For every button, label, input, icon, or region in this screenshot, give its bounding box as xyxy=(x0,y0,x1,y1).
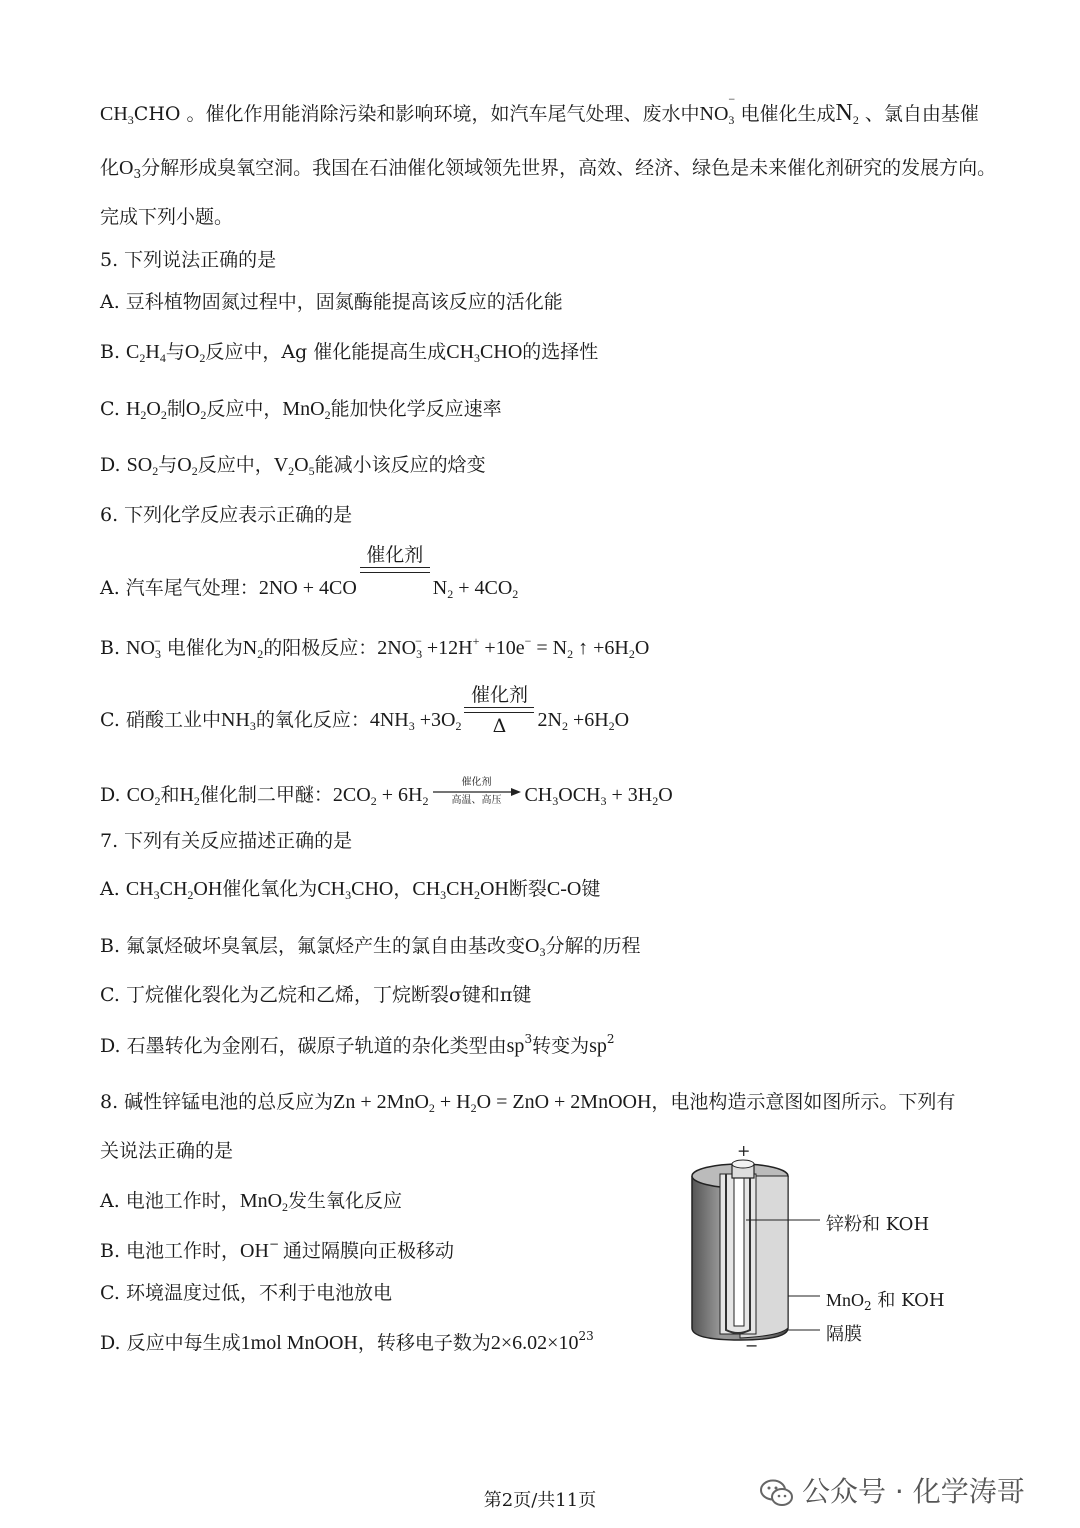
t: 能加快化学反应速率 xyxy=(330,398,502,420)
q7-option-a: A. $CH_3CH_2OH$催化氧化为$CH_3CHO$，$CH_3CH_2OH$断裂C-O键 xyxy=(100,878,601,902)
catalyst-heat-equals: 催化剂 Δ xyxy=(464,686,534,736)
t: 和 xyxy=(160,784,180,806)
t: 、氯自由基催 xyxy=(858,103,979,125)
t: 发生氧化反应 xyxy=(288,1190,403,1212)
t: 电催化为 xyxy=(160,637,243,659)
battery-label-separator: 隔膜 xyxy=(826,1324,862,1345)
t: 与 xyxy=(165,341,185,363)
t: B. xyxy=(100,341,127,363)
t: 催化制二甲醚： xyxy=(199,784,333,806)
t: MnO xyxy=(826,1290,865,1310)
t: D. 反应中每生成 xyxy=(100,1332,241,1354)
watermark-text: 公众号 · 化学涛哥 xyxy=(802,1475,1025,1508)
t: 1mol MnOOH xyxy=(240,1332,358,1354)
t: A. 汽车尾气处理： xyxy=(100,577,259,599)
t: C. 硝酸工业中 xyxy=(100,709,221,731)
t: B. 电池工作时， xyxy=(100,1240,241,1262)
t: 化 xyxy=(100,157,120,179)
q6-option-a: A. 汽车尾气处理：2NO + 4CO 催化剂 $N_2 + 4CO_2$ xyxy=(100,544,519,601)
q5-option-d: D. $SO_2$与$O_2$反应中，$V_2O_5$能减小该反应的焓变 xyxy=(100,454,486,478)
q5-option-c: C. $H_2O_2$制$O_2$反应中，MnO$_2$能加快化学反应速率 xyxy=(100,398,502,422)
t: 2×6.02×10 xyxy=(490,1332,579,1354)
battery-diagram xyxy=(680,1140,970,1360)
t: C-O xyxy=(546,878,582,900)
q6-option-d: D. $CO_2$和$H_2$催化制二甲醚：$2CO_2 + 6H_2$ 催化剂 高温、高压 $CH_3OCH_3 + 3H_2O$ xyxy=(100,777,673,808)
t: 8. 碱性锌锰电池的总反应为 xyxy=(100,1091,334,1113)
t: 催化氧化为 xyxy=(222,878,318,900)
t: 的氧化反应： xyxy=(255,709,370,731)
t: A. 电池工作时， xyxy=(100,1190,240,1212)
t: B. xyxy=(100,637,127,659)
q8-option-a: A. 电池工作时，MnO$_2$发生氧化反应 xyxy=(100,1190,403,1214)
q8-option-c: C. 环境温度过低，不利于电池放电 xyxy=(100,1282,392,1304)
battery-plus-label: + xyxy=(737,1141,751,1160)
t: 的选择性 xyxy=(522,341,599,363)
t: sp xyxy=(506,1035,525,1057)
q8-stem: 8. 碱性锌锰电池的总反应为$Zn + 2MnO_2 + H_2O$ = ZnO + 2MnOOH，电池构造示意图如图所示。下列有 xyxy=(100,1091,956,1115)
t: A. xyxy=(100,878,126,900)
t: 通过隔膜向正极移动 xyxy=(283,1240,455,1262)
q7-option-c: C. 丁烷催化裂化为乙烷和乙烯，丁烷断裂σ键和π键 xyxy=(100,984,532,1006)
t: ，电池构造示意图如图所示。下列有 xyxy=(651,1091,956,1113)
t: OH xyxy=(240,1240,269,1262)
t: CH xyxy=(100,103,128,125)
t: 转变为 xyxy=(532,1035,590,1057)
t: ，转移电子数为 xyxy=(357,1332,491,1354)
q7-option-b: B. 氟氯烃破坏臭氧层，氟氯烃产生的氯自由基改变$O_3$分解的历程 xyxy=(100,935,641,959)
q6-stem: 6. 下列化学反应表示正确的是 xyxy=(100,504,353,526)
t: O xyxy=(119,157,134,179)
t: 反应中，Ag 催化能提高生成 xyxy=(205,341,447,363)
battery-minus-label: − xyxy=(745,1336,759,1355)
t: NO xyxy=(699,103,729,125)
t: 分解形成臭氧空洞。我国在石油催化领域领先世界，高效、经济、绿色是未来催化剂研究的发展方向。 xyxy=(141,157,997,179)
battery-label-mno2: MnO$_2$ 和 KOH xyxy=(826,1290,945,1313)
t: sp xyxy=(589,1035,607,1057)
t: D. 石墨转化为金刚石，碳原子轨道的杂化类型由 xyxy=(100,1035,507,1057)
q6-option-b: B. $NO_3^-$ 电催化为$N_2$的阳极反应：$2NO_3^- +12H^+ +10e^- = N_2$ ↑ $+6H_2O$ xyxy=(100,634,650,661)
q8-stem-cont: 关说法正确的是 xyxy=(100,1140,234,1162)
battery-label-zinc: 锌粉和 KOH xyxy=(826,1214,930,1235)
t: CHO 。催化作用能消除污染和影响环境，如汽车尾气处理、废水中 xyxy=(133,103,700,125)
t: N xyxy=(835,100,853,126)
q7-option-d: D. 石墨转化为金刚石，碳原子轨道的杂化类型由$sp^3$转变为$sp^2$ xyxy=(100,1032,615,1057)
t: B. 氟氯烃破坏臭氧层，氟氯烃产生的氯自由基改变 xyxy=(100,935,526,957)
q8-option-b: B. 电池工作时，OH− 通过隔膜向正极移动 xyxy=(100,1237,455,1262)
intro-line-1: $CH_3CHO$ 。催化作用能消除污染和影响环境，如汽车尾气处理、废水中$NO_{3 -}$ 电催化生成$N_2$ 、氯自由基催 xyxy=(100,92,979,127)
q8-option-d: D. 反应中每生成1mol MnOOH，转移电子数为$2\times 6.02\times 10^{23}$ xyxy=(100,1329,594,1354)
t: 反应中， xyxy=(197,454,274,476)
wechat-icon xyxy=(760,1479,794,1507)
t: 和 KOH xyxy=(877,1290,945,1311)
watermark xyxy=(760,1470,1025,1510)
intro-line-3: 完成下列小题。 xyxy=(100,206,234,228)
q5-option-a: A. 豆科植物固氮过程中，固氮酶能提高该反应的活化能 xyxy=(100,291,563,313)
t: ， xyxy=(393,878,413,900)
t: D. xyxy=(100,454,127,476)
intro-line-2: 化$O_3$分解形成臭氧空洞。我国在石油催化领域领先世界，高效、经济、绿色是未来催化剂研究的发展方向。 xyxy=(100,157,997,181)
q5-option-b: B. $C_2H_4$与$O_2$反应中，Ag 催化能提高生成$CH_3CHO$的选择性 xyxy=(100,341,599,365)
t: 断裂 xyxy=(508,878,547,900)
q7-stem: 7. 下列有关反应描述正确的是 xyxy=(100,830,353,852)
t: 电催化生成 xyxy=(734,103,836,125)
t: 反应中， xyxy=(206,398,283,420)
t: 能减小该反应的焓变 xyxy=(314,454,486,476)
t: 键 xyxy=(581,878,601,900)
condition-arrow: 催化剂 高温、高压 xyxy=(431,778,521,806)
t: 的阳极反应： xyxy=(263,637,378,659)
t: 制 xyxy=(166,398,186,420)
page-number: 第2页/共11页 xyxy=(483,1490,597,1511)
q6-option-c: C. 硝酸工业中$NH_3$的氧化反应：$4NH_3 +3O_2$ 催化剂 Δ $2N_2 +6H_2O$ xyxy=(100,684,630,737)
catalyst-equals: 催化剂 xyxy=(360,546,430,596)
t: D. xyxy=(100,784,127,806)
t: 分解的历程 xyxy=(545,935,641,957)
q5-stem: 5. 下列说法正确的是 xyxy=(100,249,277,271)
t: 与 xyxy=(158,454,178,476)
t: C. xyxy=(100,398,126,420)
